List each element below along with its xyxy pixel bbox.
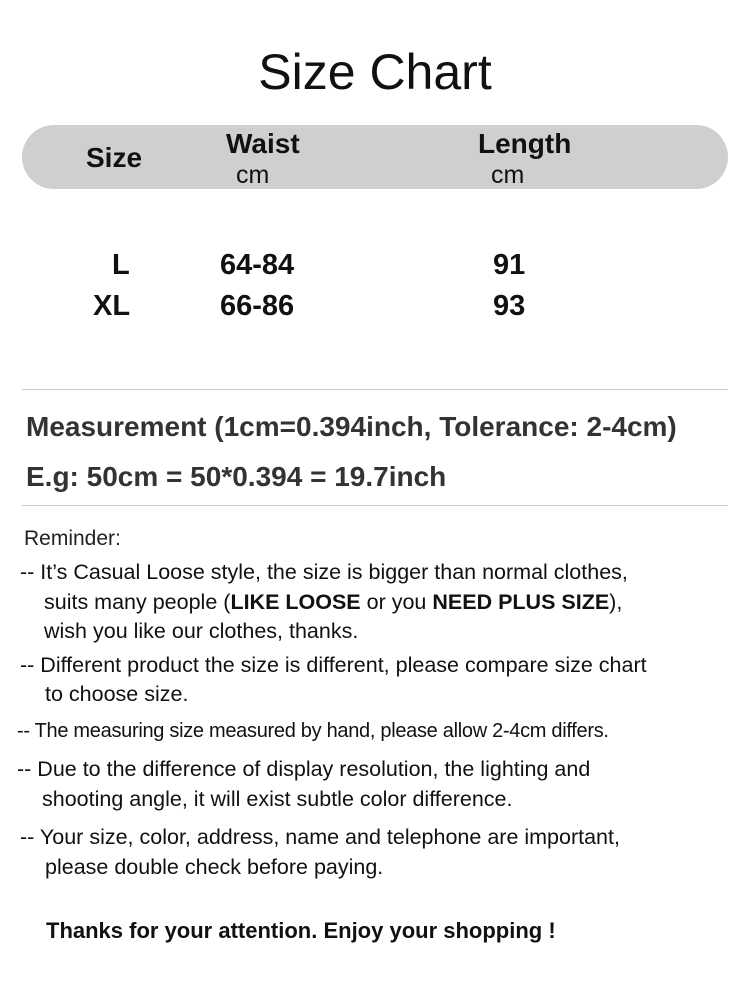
waist-unit-label: cm bbox=[236, 161, 270, 189]
divider-top bbox=[22, 389, 728, 390]
divider-bottom bbox=[22, 505, 728, 506]
reminder-text: -- The measuring size measured by hand, please allow 2-4cm differs. bbox=[17, 720, 609, 742]
page-title: Size Chart bbox=[258, 44, 492, 100]
reminder-heading: Reminder: bbox=[24, 527, 121, 550]
row-length-cell: 93 bbox=[493, 290, 526, 322]
reminder-text: -- Due to the difference of display resolution, the lighting and bbox=[17, 757, 591, 781]
thanks-message: Thanks for your attention. Enjoy your shopping ! bbox=[46, 918, 556, 943]
reminder-text: -- It’s Casual Loose style, the size is bigger than normal clothes, bbox=[20, 560, 628, 584]
measurement-example-text: E.g: 50cm = 50*0.394 = 19.7inch bbox=[26, 461, 447, 492]
reminder-text: -- Your size, color, address, name and telephone are important, bbox=[20, 825, 620, 849]
row-size-cell: L bbox=[112, 249, 130, 281]
reminder-text: wish you like our clothes, thanks. bbox=[44, 619, 359, 643]
waist-column-header: Waist bbox=[226, 128, 300, 159]
row-size-cell: XL bbox=[93, 290, 131, 322]
size-column-header: Size bbox=[86, 142, 143, 173]
measurement-conversion-text: Measurement (1cm=0.394inch, Tolerance: 2-4cm) bbox=[26, 411, 677, 442]
reminder-text: suits many people (LIKE LOOSE or you NEED PLUS SIZE), bbox=[44, 590, 623, 614]
row-waist-cell: 64-84 bbox=[220, 249, 295, 281]
row-waist-cell: 66-86 bbox=[220, 290, 295, 322]
reminder-text: to choose size. bbox=[45, 682, 189, 706]
length-column-header: Length bbox=[478, 128, 572, 159]
emphasis-need-plus-size: NEED PLUS SIZE bbox=[432, 590, 610, 614]
reminder-text: shooting angle, it will exist subtle color difference. bbox=[42, 787, 513, 811]
reminder-text: please double check before paying. bbox=[45, 855, 384, 879]
emphasis-like-loose: LIKE LOOSE bbox=[230, 590, 361, 614]
length-unit-label: cm bbox=[491, 161, 525, 189]
reminder-text: -- Different product the size is different, please compare size chart bbox=[20, 653, 647, 677]
row-length-cell: 91 bbox=[493, 249, 526, 281]
